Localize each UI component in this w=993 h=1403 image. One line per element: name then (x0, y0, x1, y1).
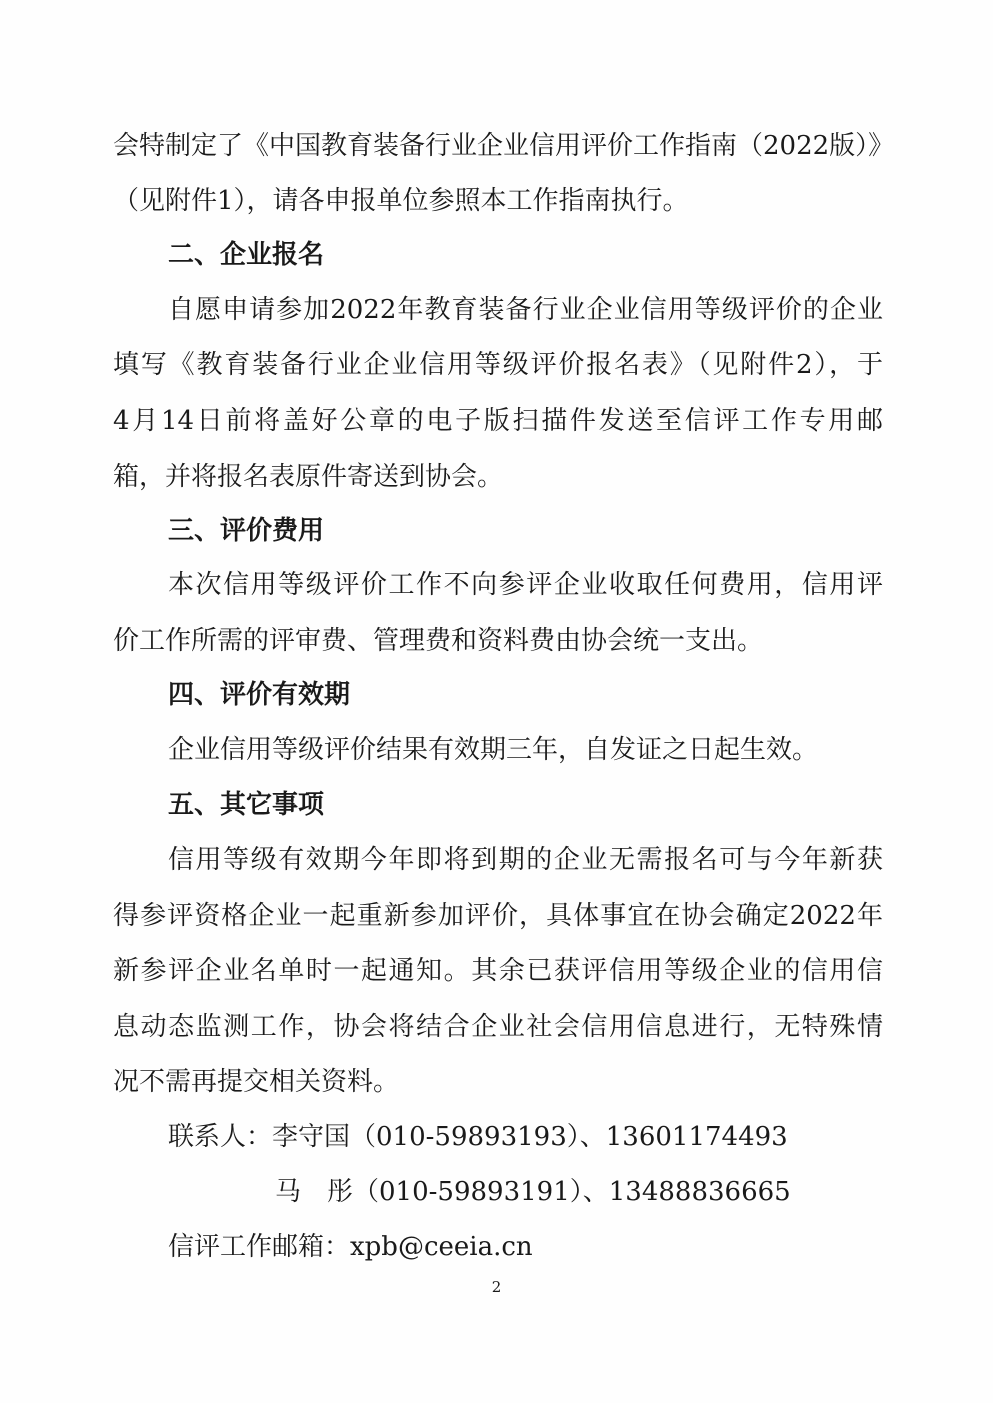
contact-email: 信评工作邮箱：xpb@ceeia.cn (168, 1232, 533, 1262)
paragraph-line: 会特制定了《中国教育装备行业企业信用评价工作指南（2022版）》 (113, 131, 895, 161)
paragraph-line: 息动态监测工作，协会将结合企业社会信用信息进行，无特殊情 (113, 1012, 883, 1042)
contact-line-secondary: 马 彤（010-59893191）、13488836665 (275, 1177, 791, 1207)
paragraph-line: 企业信用等级评价结果有效期三年，自发证之日起生效。 (168, 735, 819, 765)
contact-line-primary: 联系人：李守国（010-59893193）、13601174493 (168, 1122, 788, 1152)
paragraph-line: 自愿申请参加2022年教育装备行业企业信用等级评价的企业 (168, 295, 883, 325)
page-number: 2 (491, 1278, 502, 1296)
paragraph-line: 4月14日前将盖好公章的电子版扫描件发送至信评工作专用邮 (113, 406, 883, 436)
paragraph-line: 价工作所需的评审费、管理费和资料费由协会统一支出。 (113, 626, 764, 656)
paragraph-line: （见附件1），请各申报单位参照本工作指南执行。 (113, 186, 689, 216)
paragraph-line: 得参评资格企业一起重新参加评价，具体事宜在协会确定2022年 (113, 901, 883, 931)
section-heading-registration: 二、企业报名 (168, 240, 325, 270)
paragraph-line: 箱，并将报名表原件寄送到协会。 (113, 462, 504, 492)
paragraph-line: 况不需再提交相关资料。 (113, 1067, 400, 1097)
section-heading-other-matters: 五、其它事项 (168, 790, 325, 820)
paragraph-line: 本次信用等级评价工作不向参评企业收取任何费用，信用评 (168, 570, 883, 600)
paragraph-line: 信用等级有效期今年即将到期的企业无需报名可与今年新获 (168, 845, 883, 875)
paragraph-line: 填写《教育装备行业企业信用等级评价报名表》（见附件2），于 (113, 350, 883, 380)
section-heading-validity: 四、评价有效期 (168, 680, 351, 710)
section-heading-fees: 三、评价费用 (168, 516, 325, 546)
paragraph-line: 新参评企业名单时一起通知。其余已获评信用等级企业的信用信 (113, 956, 883, 986)
